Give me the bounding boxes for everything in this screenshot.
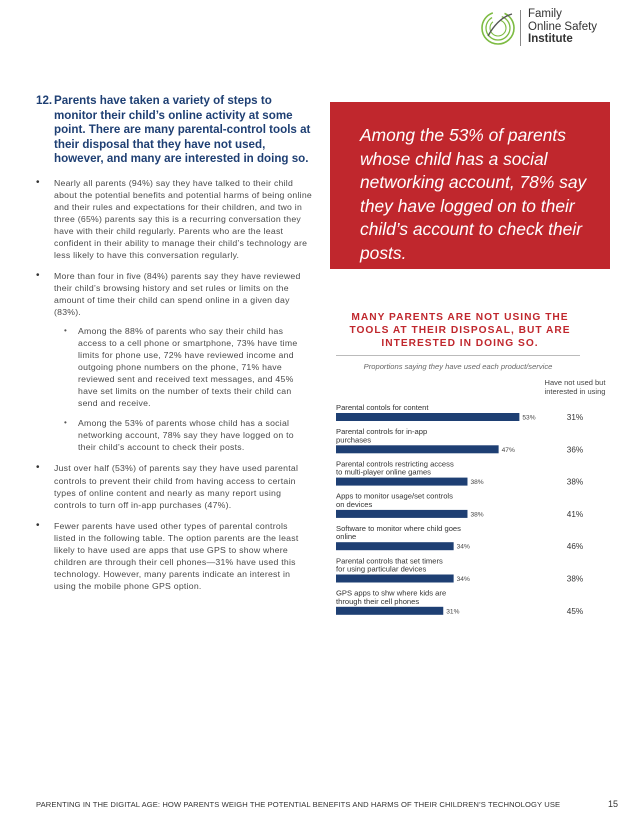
logo-line-1: Family — [528, 8, 562, 20]
category-label: for using particular devices — [336, 564, 427, 574]
category-label: online — [336, 532, 357, 542]
logo-line-3: Institute — [528, 33, 573, 45]
logo-line-2: Online Safety — [528, 20, 598, 33]
interest-value-label: 38% — [566, 574, 584, 584]
category-label: purchases — [336, 435, 372, 445]
chart-column-header: Have not used but interested in using — [544, 378, 606, 396]
bullet-text: More than four in five (84%) parents say they have reviewed their child’s browsing history and set rules or limits on the amount of time their child can spend online in a given day (83%). — [54, 271, 301, 318]
category-label: Parental controls for in-app — [336, 427, 428, 437]
interest-value-label: 41% — [566, 509, 584, 519]
chart-title: MANY PARENTS ARE NOT USING THE TOOLS AT THEIR DISPOSAL, BUT ARE INTERESTED IN DOING SO. — [349, 312, 571, 349]
interest-value-label: 46% — [566, 542, 584, 552]
chart-subtitle: Proportions saying they have used each product/service — [363, 362, 553, 371]
bar-value-label: 53% — [522, 414, 536, 422]
bar-value-label: 47% — [501, 446, 515, 454]
bar — [336, 445, 499, 453]
category-label: Parental controls restricting access — [336, 459, 454, 469]
bar-value-label: 38% — [470, 511, 484, 519]
page-footer: PARENTING IN THE DIGITAL AGE: HOW PARENTS WEIGH THE POTENTIAL BENEFITS AND HARMS OF THEIR CHILDREN’S TECHNOLOGY USE — [36, 800, 561, 809]
category-label: Parental contols for content — [336, 403, 429, 412]
sub-bullet-item: • Among the 53% of parents whose child has a social networking account, 78% say they have logged on to their child’s account to check their posts. — [54, 417, 312, 453]
bar — [336, 542, 454, 550]
bar — [336, 607, 443, 615]
bar-value-label: 34% — [456, 576, 470, 583]
bar — [336, 478, 467, 486]
bullet-text: Nearly all parents (94%) say they have talked to their child about the potential benefits and potential harms of being online and their rules and expectations for their children, and two in three (65%) parents say this is a recurring conversation they have with their child regularly. Parents who are the least confident in their ability to manage their child’s technology are less likely to have this conversation regularly. — [54, 177, 312, 261]
category-label: GPS apps to shw where kids are — [336, 588, 447, 598]
pull-quote-text: Among the 53% of parents whose child has a social networking account, 78% say they have logged on to their child’s account to check their posts. — [360, 125, 587, 263]
bar — [336, 413, 519, 421]
interest-value-label: 38% — [566, 477, 584, 487]
section-number: 12. — [36, 94, 53, 107]
category-label: Parental controls that set timers — [336, 556, 443, 566]
page-number: 15 — [608, 799, 619, 809]
category-label: through their cell phones — [336, 596, 420, 606]
interest-value-label: 45% — [566, 606, 584, 616]
bar — [336, 510, 467, 518]
interest-value-label: 36% — [566, 445, 584, 455]
category-label: to multi-player online games — [336, 467, 431, 477]
interest-value-label: 31% — [566, 413, 584, 422]
bar-value-label: 38% — [470, 479, 484, 487]
bar — [336, 575, 454, 583]
category-label: Apps to monitor usage/set controls — [336, 491, 453, 501]
category-label: Software to monitor where child goes — [336, 524, 461, 533]
bullet-text: Fewer parents have used other types of parental controls listed in the following table. The option parents are the least likely to have used are apps that use GPS to show where children are through their cell phones—31% have used this technology. However, many parents indicate an interest in using the mobile phone GPS option. — [54, 520, 299, 592]
bullet-text: Just over half (53%) of parents say they have used parental controls to prevent their child from having access to certain types of online content and nearly as many report using controls to turn off in-app purchases (47%). — [54, 463, 299, 510]
sub-bullet-item: • Among the 88% of parents who say their child has access to a cell phone or smartphone, 73% have time limits for phone use, 72% have reviewed income and outgoing phone numbers on the phone, 71% have reviewed sent and received text messages, and 45% have set limits on the number of texts their child can send and receive. — [54, 325, 312, 410]
bar-value-label: 34% — [456, 543, 470, 551]
section-heading-text: Parents have taken a variety of steps to monitor their child’s online activity at some point. There are many parental-control tools at their disposal that they have not used, however, and many are interested in doing so. — [54, 94, 311, 165]
category-label: on devices — [336, 499, 373, 509]
bar-value-label: 31% — [446, 608, 460, 616]
